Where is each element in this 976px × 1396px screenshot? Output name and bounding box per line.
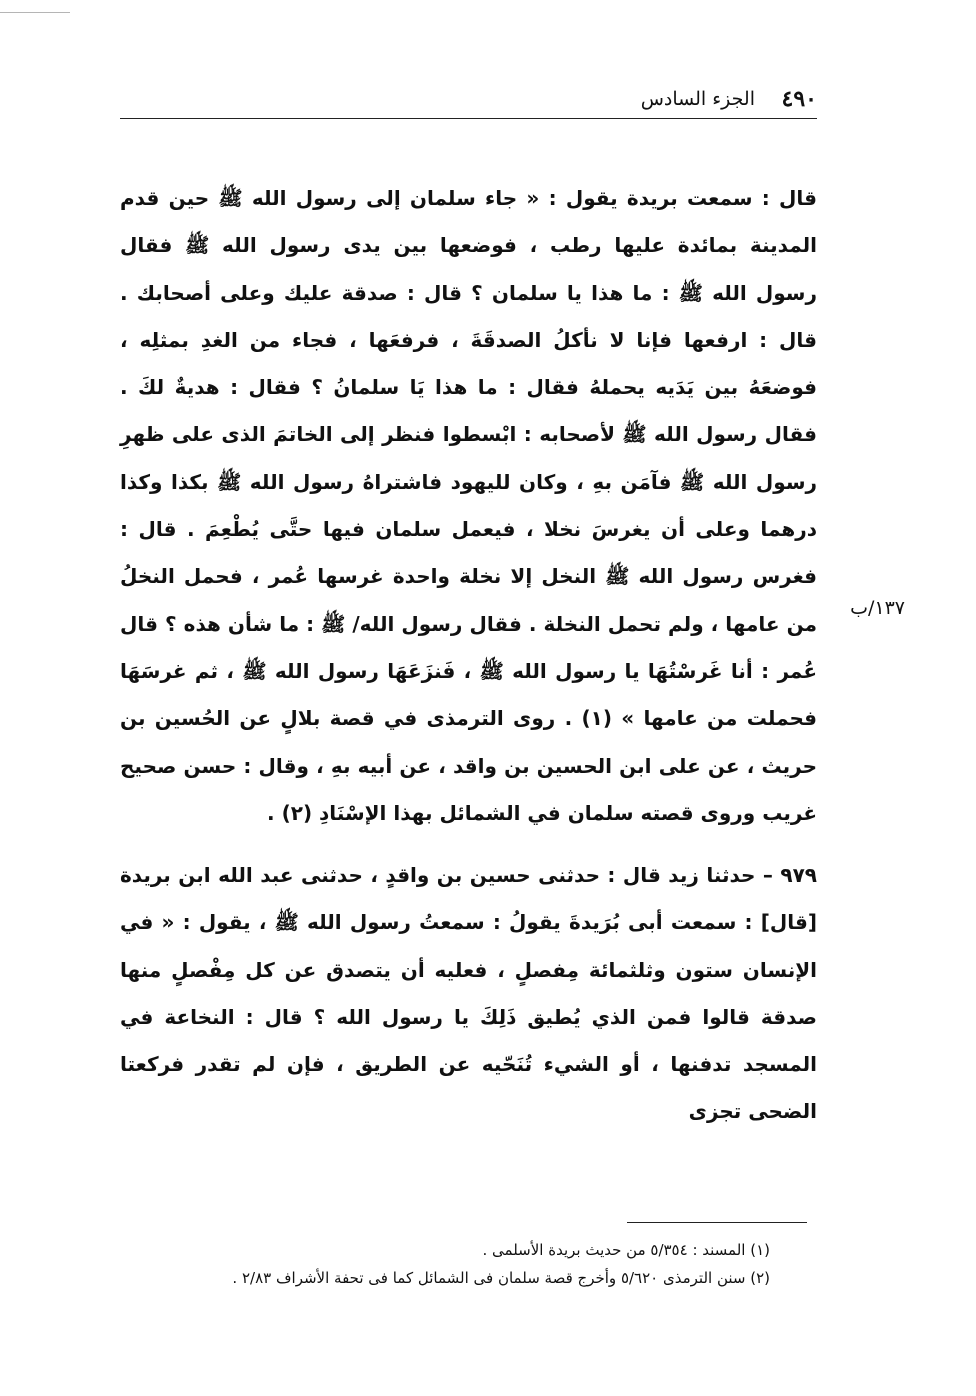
footnote-2: (٢) سنن الترمذى ٥/٦٢٠ وأخرج قصة سلمان فى الشمائل كما فى تحفة الأشراف ٢/٨٣ . xyxy=(232,1269,770,1287)
part-title: الجزء السادس xyxy=(640,88,755,110)
footnotes xyxy=(110,1236,770,1292)
body-paragraph-2: ٩٧٩ – حدثنا زيد قال : حدثنى حسين بن واقدٍ ، حدثنى عبد الله ابن بريدة [قال] : سمعت أبى بُرَيدةَ يقولُ : سمعتُ رسول الله ﷺ ، يقول : « في الإنسان ستون وثلثمائة مِفصلٍ ، فعليه أن يتصدق عن كل مِفْصلٍ منها صدقة قالوا فمن الذي يُطيق ذَلِكَ يا رسول الله ؟ قال : النخاعة في المسجد تدفنها ، أو الشيء تُنَحّيه عن الطريق ، فإن لم تقدر فركعتا الضحى تجزى xyxy=(120,863,817,1124)
folio-margin-note: ١٣٧/ب xyxy=(850,597,905,619)
page-header xyxy=(120,84,817,119)
page-number: ٤٩٠ xyxy=(781,86,817,112)
scan-corner-mark xyxy=(0,12,70,13)
footnote-1: (١) المسند : ٥/٣٥٤ من حديث بريدة الأسلمى . xyxy=(482,1241,770,1259)
footnote-separator xyxy=(627,1222,807,1223)
body-paragraph-1: قال : سمعت بريدة يقول : « جاء سلمان إلى رسول الله ﷺ حين قدم المدينة بمائدة عليها رطب ، فوضعها بين يدى رسول الله ﷺ فقال رسول الله ﷺ : ما هذا يا سلمان ؟ قال : صدقة عليك وعلى أصحابك . قال : ارفعها فإنا لا نأكلُ الصدقَةَ ، فرفعَها ، فجاء من الغدِ بمثلِه ، فوضعَهُ بين يَدَيه يحملهُ فقال : ما هذا يَا سلمانُ ؟ فقال : هديةٌ لكَ . فقال رسول الله ﷺ لأصحابه : ابْسطوا فنظر إلى الخاتمَ الذى على ظهرِ رسول الله ﷺ فآمَن بهِ ، وكان لليهود فاشتراهُ رسول الله ﷺ بكذا وكذا درهما وعلى أن يغرسَ نخلا ، فيعمل سلمان فيها حتَّى يُطْعِمَ . قال : فغرس رسول الله ﷺ النخل إلا نخلة واحدة غرسها عُمر ، فحمل النخلُ من عامها ، ولم تحمل النخلة . فقال رسول الله/ ﷺ : ما شأن هذه ؟ قال عُمر : أنا غَرسْتُهَا يا رسول الله ﷺ ، فَنزَعَهَا رسول الله ﷺ ، ثم غرسَهَا فحملت من عامها » (١) . روى الترمذى في قصة بلالٍ عن الحُسين بن حريث ، عن على ابن الحسين بن واقد ، عن أبيه بهِ ، وقال : حسن صحيح غريب وروى قصته سلمان في الشمائل بهذا الإسْنَادِ (٢) . xyxy=(120,186,817,825)
